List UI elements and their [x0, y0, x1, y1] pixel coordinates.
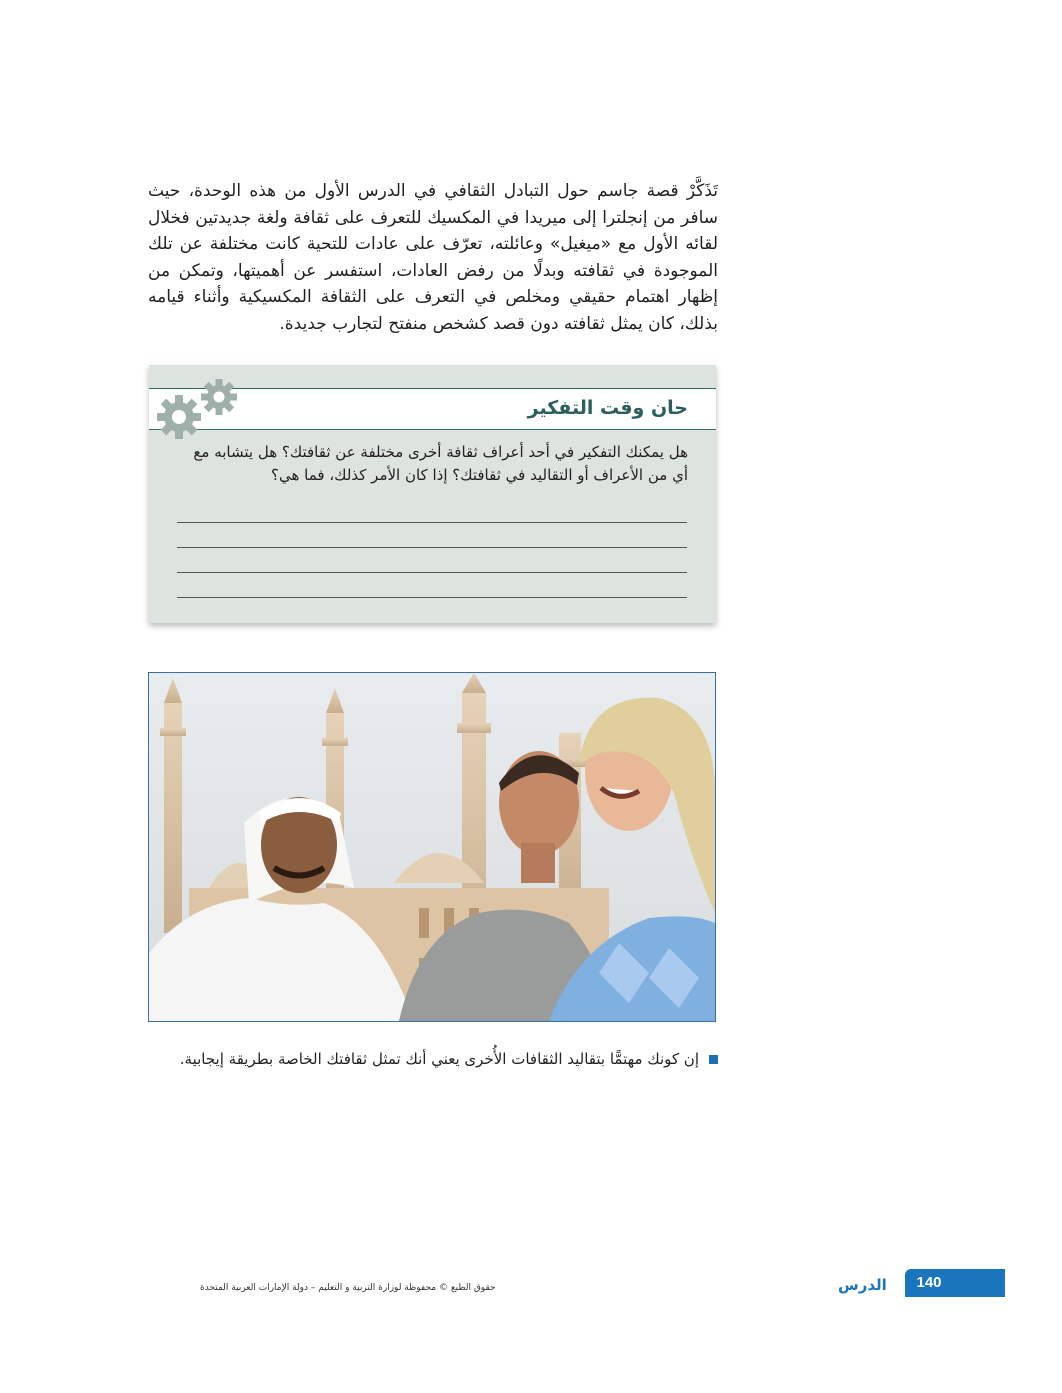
reflection-question-line-2: أي من الأعراف أو التقاليد في ثقافتك؟ إذا كان الأمر كذلك، فما هي؟ [271, 466, 688, 484]
reflection-question-line-1: هل يمكنك التفكير في أحد أعراف ثقافة أخرى مختلفة عن ثقافتك؟ هل يتشابه مع [193, 443, 688, 461]
reflection-title: حان وقت التفكير [527, 397, 688, 419]
photo-people-mosque [148, 672, 716, 1022]
bullet-square-icon [709, 1055, 718, 1064]
intro-paragraph: تَذَكَّرْ قصة جاسم حول التبادل الثقافي في الدرس الأول من هذه الوحدة، حيث سافر من إنجلترا إلى ميريدا في المكسيك للتعرف على ثقافة ولغة جديدتين فخلال لقائه الأول مع «ميغيل» وعائلته، تعرّف على عادات للتحية كانت مختلفة عن تلك الموجودة في ثقافته وبدلًا من رفض العادات، استفسر عن أهميتها، وتمكن من إظهار اهتمام حقيقي ومخلص في التعرف على الثقافة المكسيكية وأثناء قيامه بذلك، كان يمثل ثقافته دون قصد كشخص منفتح لتجارب جديدة. [148, 181, 718, 334]
answer-lines [177, 522, 687, 622]
answer-line[interactable] [177, 547, 687, 548]
answer-line[interactable] [177, 597, 687, 598]
answer-line[interactable] [177, 522, 687, 523]
answer-line[interactable] [177, 572, 687, 573]
gears-icon [155, 375, 245, 445]
lesson-label: الدرس [838, 1276, 887, 1294]
photo-caption [180, 1050, 718, 1068]
page-number: 140 [916, 1274, 942, 1291]
reflection-box [149, 365, 716, 623]
reflection-question [168, 441, 688, 487]
caption-text: إن كونك مهتمًّا بتقاليد الثقافات الأُخرى يعني أنك تمثل ثقافتك الخاصة بطريقة إيجابية. [179, 1050, 699, 1068]
copyright-notice: حقوق الطبع © محفوظة لوزارة التربية و التعليم – دولة الإمارات العربية المتحدة [200, 1283, 496, 1293]
